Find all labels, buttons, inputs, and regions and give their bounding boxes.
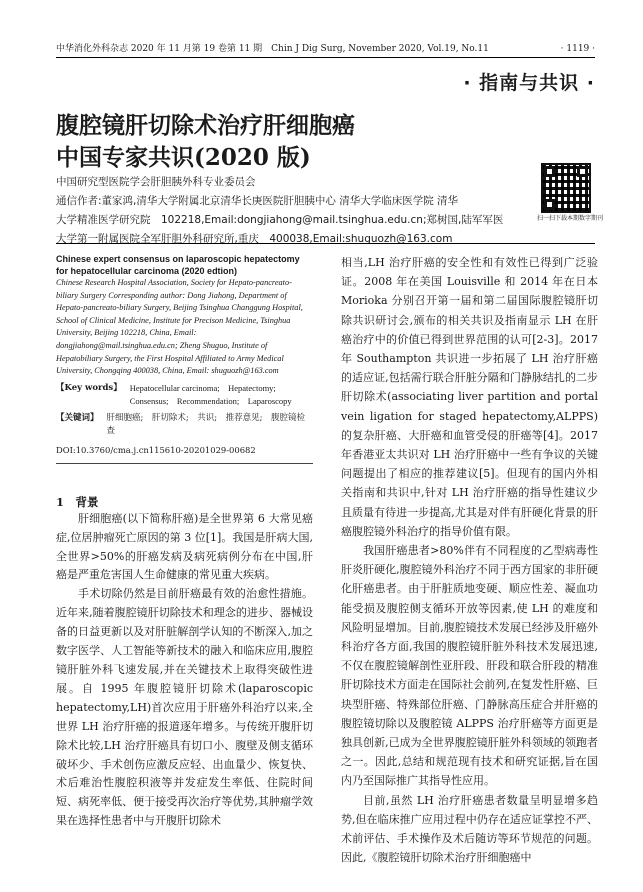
english-keywords (56, 382, 313, 408)
chinese-keywords (56, 412, 313, 438)
left-column (56, 253, 313, 831)
author-block (56, 173, 516, 249)
body-paragraph: 相当,LH 治疗肝癌的安全性和有效性已得到广泛验证。2008 年在美国 Louisville 和 2014 年在日本 Morioka 分别召开第一届和第二届国际腹腔镜肝切除共识研讨会,颁布的相关共识及指南显示 LH 在肝癌治疗中的价值已得到世界范围的认可[2-3]。2017 年 Southampton 共识进一步拓展了 LH 治疗肝癌的适应证,包括需行联合肝脏分隔和门静脉结扎的二步肝切除术(associating liver partition and portal vein ligation for staged hepatectomy,ALPPS)的复杂肝癌、大肝癌和血管受侵的肝癌等[4]。2017 年香港亚太共识对 LH 治疗肝癌中一些有争议的关键问题提出了相应的推荐建议[5]。但现有的国内外相关指南和共识中,针对 LH 治疗肝癌的指导性建议少且质量有待进一步提高,尤其是对伴有肝硬化背景的肝癌腹腔镜外科治疗的指导价值有限。 (341, 256, 598, 538)
section-heading: 1 背景 (56, 494, 99, 509)
title-line-2: 中国专家共识(2020 版) (56, 144, 311, 171)
author-line-1: 通信作者:董家鸿,清华大学附属北京清华长庚医院肝胆胰中心 清华大学临床医学院 清华 (56, 195, 459, 207)
body-paragraph: 目前,虽然 LH 治疗肝癌患者数量呈明显增多趋势,但在临床推广应用过程中仍存在适应证掌控不严、术前评估、手术操作及术后随访等环节规范的问题。因此,《腹腔镜肝切除术治疗肝细胞癌中 (341, 793, 598, 865)
organization: 中国研究型医院学会肝胆胰外科专业委员会 (56, 176, 256, 188)
title-line-1: 腹腔镜肝切除术治疗肝细胞癌 (56, 112, 355, 139)
journal-citation: 中华消化外科杂志 2020 年 11 月第 19 卷第 11 期 Chin J Dig Surg, November 2020, Vol.19, No.11 (56, 44, 489, 54)
section-label: · 指南与共识 · (463, 72, 595, 94)
right-column (341, 253, 598, 868)
running-header (56, 38, 595, 54)
keywords-en-text: Hepatocellular carcinoma; Hepatectomy; Consensus; Recommendation; Laparoscopy (129, 382, 292, 406)
keywords-en-label: 【Key words】 (56, 382, 122, 393)
english-title: Chinese expert consensus on laparoscopic hepatectomy for hepatocellular carcinoma (2020 edtion) (56, 254, 300, 276)
body-paragraph: 我国肝癌患者>80%伴有不同程度的乙型病毒性肝炎肝硬化,腹腔镜外科治疗不同于西方国家的非肝硬化肝癌患者。由于肝脏质地变硬、顺应性差、凝血功能受损及腹腔侧支循环开放等因素,使 LH 的难度和风险明显增加。目前,腹腔镜技术发展已经涉及肝癌外科治疗各方面,我国的腹腔镜肝脏外科技术发展迅速,不仅在腹腔镜解剖性亚肝段、肝段和联合肝段的精准肝切除技术方面走在国际社会前列,在复发性肝癌、巨块型肝癌、特殊部位肝癌、门静脉高压症合并肝癌的腹腔镜切除以及腹腔镜 ALPPS 治疗肝癌等方面更是独具创新,已成为全世界腹腔镜肝脏外科领域的领跑者之一。因此,总结和规范现有技术和研究证据,旨在国内乃至国际推广其指导性应用。 (341, 544, 598, 788)
header-rule (56, 57, 595, 58)
body-paragraph: 手术切除仍然是目前肝癌最有效的治愈性措施。近年来,随着腹腔镜肝切除技术和理念的进步、器械设备的日益更新以及对肝脏解剖学认知的不断深入,加之数字医学、人工智能等新技术的融入和临床应用,腹腔镜肝脏外科飞速发展,并在关键技术上取得突破性进展。自 1995 年腹腔镜肝切除术(laparoscopic hepatectomy,LH)首次应用于肝癌外科治疗以来,全世界 LH 治疗肝癌的报道逐年增多。与传统开腹肝切除术比较,LH 治疗肝癌具有切口小、腹壁及侧支循环破坏少、手术创伤应激反应轻、出血量少、恢复快、术后难治性腹腔积液等并发症发生率低、住院时间短、病死率低、便于接受再次治疗等优势,其肿瘤学效果在选择性患者中与开腹肝切除术 (56, 587, 313, 828)
author-line-3: 大学第一附属医院全军肝胆外科研究所,重庆 400038,Email:shuguozh@163.com (56, 233, 453, 245)
page-number: · 1119 · (560, 44, 595, 54)
qr-code-icon[interactable] (541, 163, 591, 213)
doi[interactable]: DOI:10.3760/cma.j.cn115610-20201029-00682 (56, 444, 256, 455)
keywords-cn-text: 肝细胞癌; 肝切除术; 共识; 推荐意见; 腹腔镜检查 (106, 412, 305, 436)
article-title (56, 110, 436, 174)
body-paragraph: 肝细胞癌(以下简称肝癌)是全世界第 6 大常见癌症,位居肿瘤死亡原因的第 3 位[1]。我国是肝病大国,全世界>50%的肝癌发病及病死病例分布在中国,肝癌是严重危害国人生命健康的常见重大疾病。 (56, 511, 313, 582)
english-affiliations: Chinese Research Hospital Association, Society for Hepato-pancreato-biliary Surgery Corresponding author: Dong Jiahong, Department of Hepato-pancreato-biliary Surgery, Beijing Tsinghua Changgung Hospital, School of Clinical Medicine, Institute for Precison Medicine, Tsinghua University, Beijing 102218, China, Email: dongjiahong@mail.tsinghua.edu.cn; Zheng Shuguo, Institute of Hepatobiliary Surgery, the First Hospital Affiliated to Army Medical University, Chongqing 400038, China, Email: shuguozh@163.com (56, 278, 303, 376)
qr-caption: 扫一扫下载本期数字期刊 (537, 215, 604, 222)
keywords-cn-label: 【关键词】 (56, 412, 99, 423)
title-divider (56, 243, 595, 244)
doi-divider (56, 463, 313, 464)
author-line-2: 大学精准医学研究院 102218,Email:dongjiahong@mail.tsinghua.edu.cn;郑树国,陆军军医 (56, 214, 504, 226)
